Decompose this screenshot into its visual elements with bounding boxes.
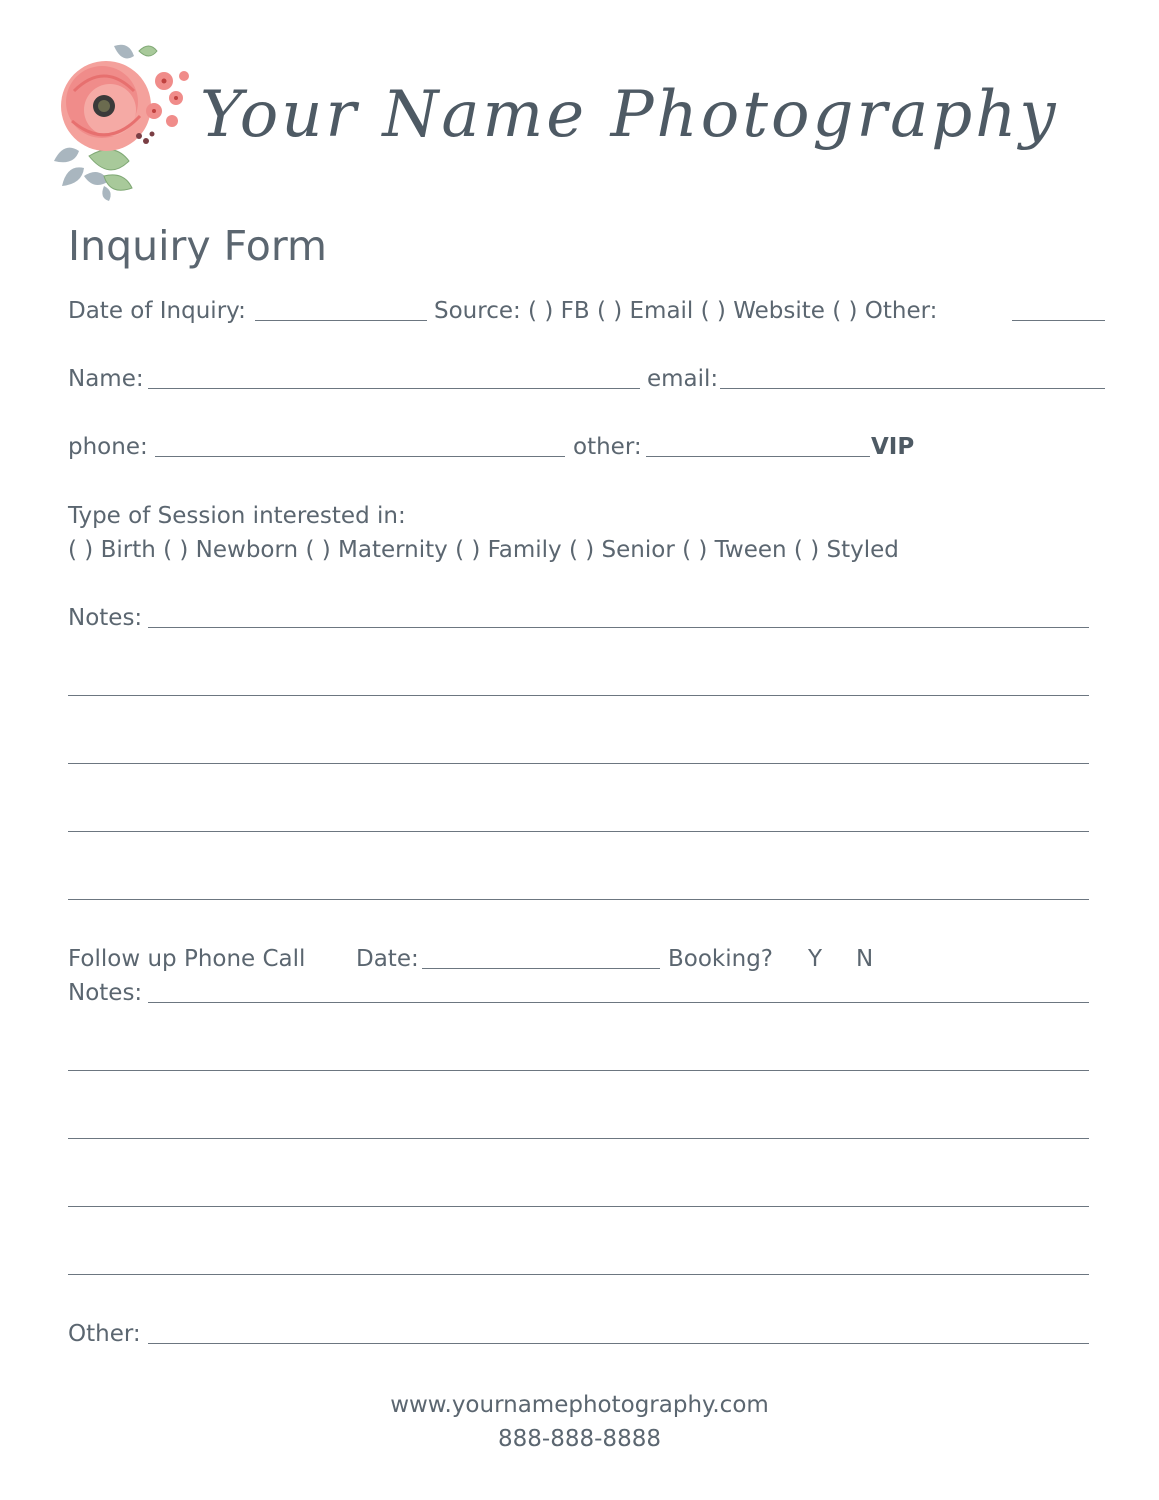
- email-field[interactable]: [720, 388, 1105, 389]
- source-label: Source: ( ) FB ( ) Email ( ) Website ( ) Other:: [434, 298, 938, 324]
- follow-up-notes-line[interactable]: [68, 1138, 1089, 1139]
- follow-up-date-field[interactable]: [422, 968, 660, 969]
- email-label: email:: [647, 366, 719, 392]
- phone-field[interactable]: [155, 456, 565, 457]
- follow-up-date-label: Date:: [356, 946, 419, 972]
- follow-up-notes-label: Notes:: [68, 980, 143, 1006]
- follow-up-notes-line[interactable]: [68, 1206, 1089, 1207]
- other-contact-label: other:: [573, 434, 642, 460]
- notes-line[interactable]: [68, 763, 1089, 764]
- other-label: Other:: [68, 1321, 141, 1347]
- floral-logo-image: [44, 36, 204, 201]
- booking-label: Booking?: [668, 946, 774, 972]
- notes-line[interactable]: [68, 695, 1089, 696]
- notes-line[interactable]: [148, 627, 1089, 628]
- other-field[interactable]: [148, 1343, 1089, 1344]
- vip-label: VIP: [871, 434, 915, 460]
- date-of-inquiry-label: Date of Inquiry:: [68, 298, 246, 324]
- date-of-inquiry-field[interactable]: [255, 320, 427, 321]
- notes-line[interactable]: [68, 899, 1089, 900]
- name-field[interactable]: [148, 388, 640, 389]
- source-other-field[interactable]: [1012, 320, 1105, 321]
- follow-up-notes-line[interactable]: [148, 1002, 1089, 1003]
- session-type-options[interactable]: ( ) Birth ( ) Newborn ( ) Maternity ( ) Family ( ) Senior ( ) Tween ( ) Styled: [68, 537, 899, 563]
- other-contact-field[interactable]: [646, 456, 870, 457]
- notes-label: Notes:: [68, 605, 143, 631]
- booking-yes-option[interactable]: Y: [808, 946, 823, 972]
- name-label: Name:: [68, 366, 144, 392]
- footer-phone: 888-888-8888: [498, 1426, 661, 1452]
- booking-no-option[interactable]: N: [856, 946, 874, 972]
- phone-label: phone:: [68, 434, 148, 460]
- follow-up-label: Follow up Phone Call: [68, 946, 306, 972]
- follow-up-notes-line[interactable]: [68, 1274, 1089, 1275]
- form-title: Inquiry Form: [68, 222, 327, 270]
- notes-line[interactable]: [68, 831, 1089, 832]
- footer-website: www.yournamephotography.com: [390, 1392, 769, 1418]
- session-type-label: Type of Session interested in:: [68, 503, 406, 529]
- follow-up-notes-line[interactable]: [68, 1070, 1089, 1071]
- logo-script-title: Your Name Photography: [200, 78, 1059, 152]
